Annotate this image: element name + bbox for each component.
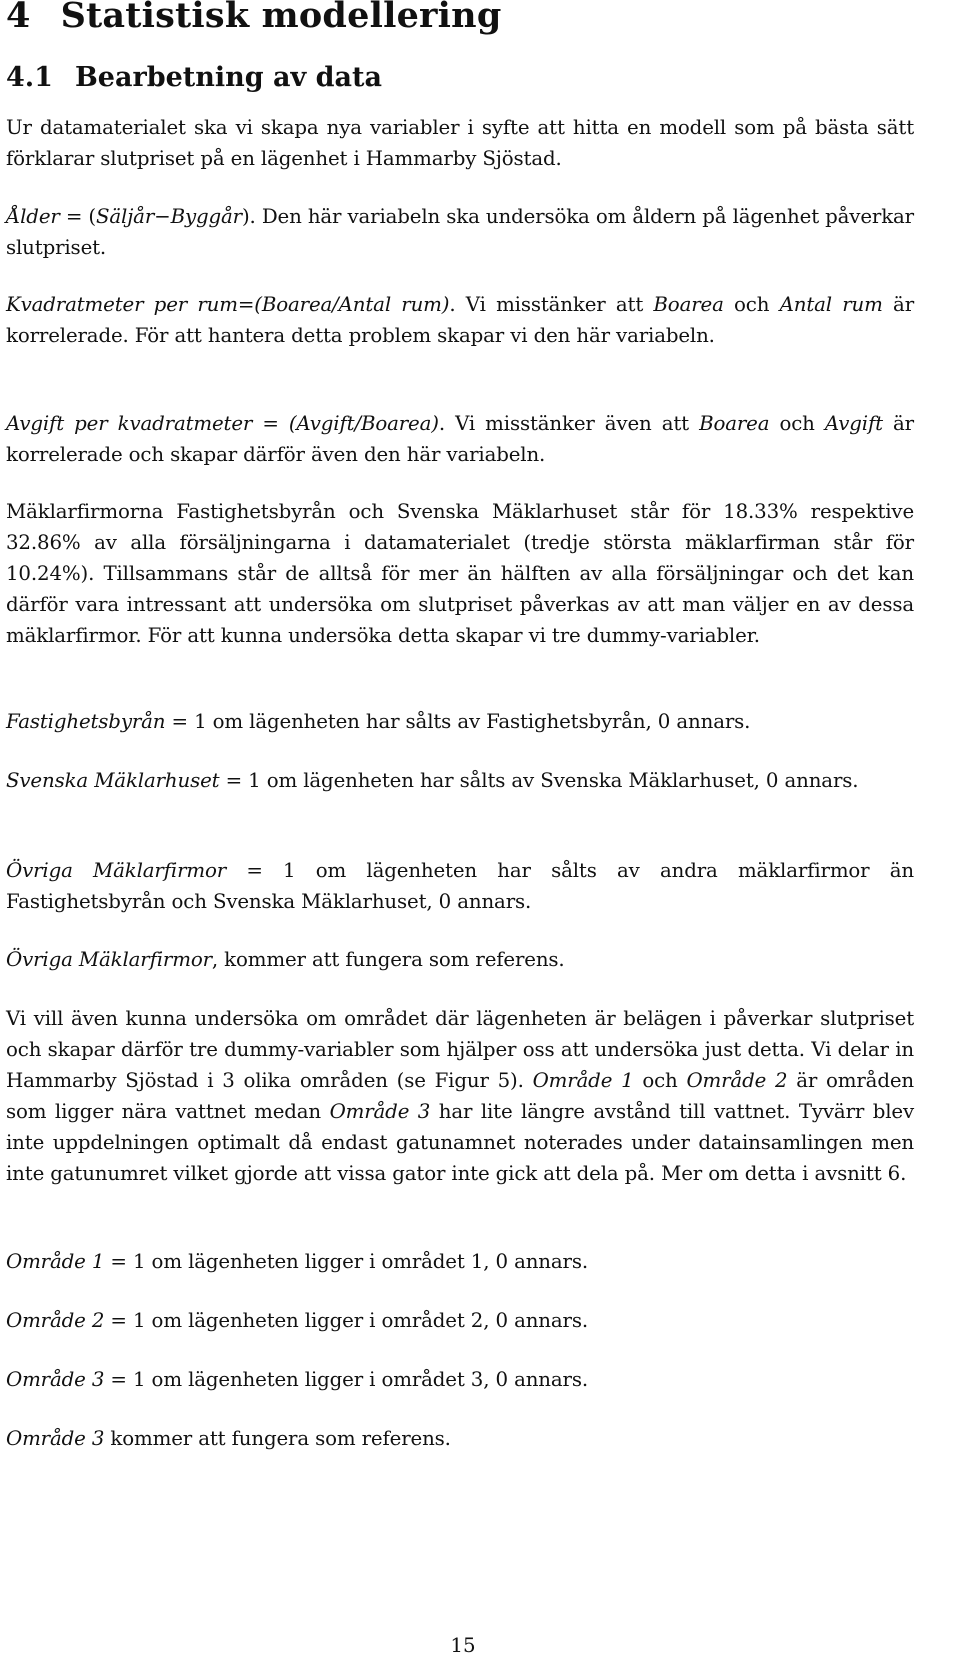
ref1-text: , kommer att fungera som referens. <box>211 948 565 971</box>
omrade-t2: och <box>633 1069 687 1092</box>
alder-eq: = ( <box>59 205 96 228</box>
avgift-dot: . <box>438 412 445 435</box>
dummy2-text: om lägenheten har sålts av Svenska Mäklarhuset, 0 annars. <box>260 769 859 792</box>
alder-minus: − <box>154 205 171 228</box>
ref-omrade <box>6 1423 914 1454</box>
dummy1-eq: = 1 <box>165 710 207 733</box>
alder-close: ). <box>241 205 256 228</box>
avgift-text2: är korrelerade och skapar därför även den här variabeln. <box>6 412 914 466</box>
avgift-var2: Avgift <box>824 412 883 435</box>
dummy3-var: Övriga Mäklarfirmor <box>6 859 227 882</box>
intro-paragraph: Ur datamaterialet ska vi skapa nya variabler i syfte att hitta en modell som på bästa sätt förklarar slutpriset på en lägenhet i Hammarby Sjöstad. <box>6 116 914 170</box>
dummy1-text: om lägenheten har sålts av Fastighetsbyrån, 0 annars. <box>206 710 751 733</box>
omr1-var: Område 1 <box>6 1250 105 1273</box>
dummy-fastighetsbyran <box>6 706 914 737</box>
omr2-var: Område 2 <box>6 1309 105 1332</box>
alder-saljar: Säljår <box>95 205 155 228</box>
kvadrat-dot: . <box>449 293 456 316</box>
avgift-och: och <box>769 412 825 435</box>
omr2-text: om lägenheten ligger i området 2, 0 annars. <box>145 1309 588 1332</box>
section-number: 4 <box>6 0 31 36</box>
section-title: Statistisk modellering <box>60 0 502 36</box>
ref2-var: Område 3 <box>6 1427 105 1450</box>
omr1-eq: = 1 <box>104 1250 146 1273</box>
omrade-t3: är områden som ligger nära vattnet medan <box>6 1069 914 1123</box>
omr3-var: Område 3 <box>6 1368 105 1391</box>
omrade-o2: Område 2 <box>686 1069 788 1092</box>
avgift-var1: Boarea <box>699 412 770 435</box>
alder-var: Ålder <box>6 205 60 228</box>
omrade-t4: har lite längre avstånd till vattnet. Tyvärr blev inte uppdelningen optimalt då endast gatunamnet noterades under datainsamlingen men inte gatunumret vilket gjorde att vissa gator inte gick att dela på. Mer om detta i avsnitt 6. <box>6 1100 914 1185</box>
kvadrat-var1: Boarea <box>653 293 724 316</box>
alder-text: Den här variabeln ska undersöka om åldern på lägenhet påverkar slutpriset. <box>6 205 914 259</box>
omr3-text: om lägenheten ligger i området 3, 0 annars. <box>145 1368 588 1391</box>
omr1-text: om lägenheten ligger i området 1, 0 annars. <box>145 1250 588 1273</box>
kvadrat-var2: Antal rum <box>779 293 883 316</box>
omrade-o1: Område 1 <box>532 1069 634 1092</box>
omrade-t1: Vi vill även kunna undersöka om området där lägenheten är belägen i påverkar slutpriset och skapar därför tre dummy-variabler som hjälper oss att undersöka just detta. Vi delar in Hammarby Sjöstad i 3 olika områden (se Figur 5). <box>6 1007 914 1092</box>
dummy3-eq: = 1 <box>226 859 296 882</box>
ref-maklare <box>6 944 914 975</box>
section-heading <box>6 0 502 38</box>
dummy2-eq: = 1 <box>219 769 261 792</box>
omrade1-def <box>6 1246 914 1277</box>
dummy1-var: Fastighetsbyrån <box>6 710 166 733</box>
dummy3-text: om lägenheten har sålts av andra mäklarfirmor än Fastighetsbyrån och Svenska Mäklarhuset, 0 annars. <box>6 859 915 913</box>
omrade-paragraph <box>6 1003 914 1189</box>
dummy2-var: Svenska Mäklarhuset <box>6 769 220 792</box>
kvadrat-expr: Kvadratmeter per rum=(Boarea/Antal rum) <box>6 293 450 316</box>
kvadrat-och: och <box>723 293 780 316</box>
dummy-svenska-maklarhuset <box>6 765 914 796</box>
kvadrat-text2: är korrelerade. För att hantera detta problem skapar vi den här variabeln. <box>6 293 914 347</box>
subsection-heading <box>6 60 382 96</box>
omrade2-def <box>6 1305 914 1336</box>
subsection-number: 4.1 <box>6 62 53 93</box>
ref1-var: Övriga Mäklarfirmor <box>6 948 212 971</box>
avgift-expr: Avgift per kvadratmeter = (Avgift/Boarea) <box>6 412 439 435</box>
kvadrat-paragraph <box>6 289 914 351</box>
subsection-title: Bearbetning av data <box>74 62 382 93</box>
omrade-o3: Område 3 <box>329 1100 431 1123</box>
alder-byggar: Byggår <box>170 205 242 228</box>
avgift-paragraph <box>6 408 914 470</box>
omrade3-def <box>6 1364 914 1395</box>
avgift-text1: Vi misstänker även att <box>444 412 700 435</box>
dummy-ovriga <box>6 855 914 917</box>
omr2-eq: = 1 <box>104 1309 146 1332</box>
kvadrat-text1: Vi misstänker att <box>455 293 654 316</box>
omr3-eq: = 1 <box>104 1368 146 1391</box>
maklare-paragraph: Mäklarfirmorna Fastighetsbyrån och Svenska Mäklarhuset står för 18.33% respektive 32.86% av alla försäljningarna i datamaterialet (tredje största mäklarfirman står för 10.24%). Tillsammans står de alltså för mer än hälften av alla försäljningar och det kan därför vara intressant att undersöka om slutpriset påverkas av att man väljer en av dessa mäklarfirmor. För att kunna undersöka detta skapar vi tre dummy-variabler. <box>6 500 914 647</box>
page-number: 15 <box>450 1634 476 1657</box>
alder-paragraph <box>6 201 914 263</box>
ref2-text: kommer att fungera som referens. <box>104 1427 451 1450</box>
